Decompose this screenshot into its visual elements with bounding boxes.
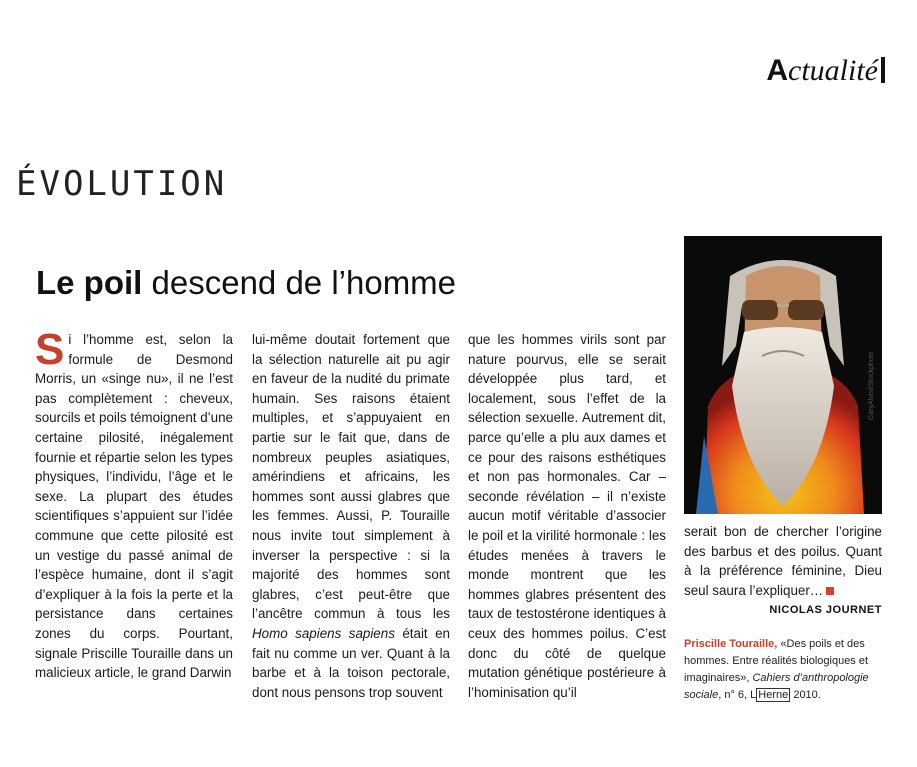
column-2-text: lui-même doutait fortement que la sélection naturelle ait pu agir en faveur de la nudité du primate humain. Ses raisons étaient multiples, et s’appuyaient en partie sur le fait que, dans de nombreux peuples asiatiques, amérindiens et africains, les hommes sont aussi glabres que les femmes. Aussi, P. Touraille nous invite tout simplement à inverser la perspective : si la majorité des hommes sont glabres, c’est peut-être que l’ancêtre commun à tous les xyxy=(252,332,450,622)
bearded-man-photo xyxy=(684,236,882,514)
article-column-1 xyxy=(35,325,233,683)
reference-publisher: Herne xyxy=(758,689,789,701)
reference-journal: Cahiers d’anthropologie sociale xyxy=(684,672,869,701)
reference-title: «Des poils et des hommes. Entre réalités biologiques et imaginaires», xyxy=(684,638,869,684)
reference-publisher-l: L xyxy=(750,689,757,701)
rubric-title xyxy=(766,54,885,88)
reference-year: 2010. xyxy=(790,689,821,701)
drop-cap: S xyxy=(35,325,65,374)
section-title: ÉVOLUTION xyxy=(16,164,228,204)
column-2-text-end: était en fait nu comme un ver. Quant à la barbe et à la toison pectorale, dont nous pensons trop souvent xyxy=(252,625,450,700)
article-column-4 xyxy=(684,522,882,600)
column-3-text: que les hommes virils sont par nature pourvus, elle se serait développée plus tard, et localement, sous l’effet de la sélection sexuelle. Autrement dit, parce qu’elle a plu aux dames et ce pour des raisons esthétiques et non pas hormonales. Car – seconde révélation – il n’existe aucun motif véritable d’associer le poil et la virilité hormonale : les études menées à travers le monde montrent que les hommes glabres présentent des taux de testostérone identiques à ceux des hommes poilus. C’est donc du côté de quelque mutation génétique postérieure à l’hominisation qu’il xyxy=(468,332,666,700)
author-name: NICOLAS JOURNET xyxy=(769,604,882,616)
bibliography-reference xyxy=(684,636,884,704)
article-column-2 xyxy=(252,330,450,702)
reference-issue: , n° 6, xyxy=(718,689,751,701)
article-column-3 xyxy=(468,330,666,702)
reference-author: Priscille Touraille, xyxy=(684,638,778,650)
rubric-initial: A xyxy=(766,54,789,87)
column-2-italic: Homo sapiens sapiens xyxy=(252,625,395,641)
column-1-text: i l’homme est, selon la formule de Desmond Morris, un «singe nu», il ne l’est pas complètement : cheveux, sourcils et poils témoignent d’une certaine pilosité, inégalement fournie et répartie selon les types physiques, l’individu, l’âge et le sexe. La plupart des études scientifiques s’appuient sur l’idée commune que cette pilosité est un vestige du passé animal de l’espèce humaine, dont il s’agit d’expliquer à la fois la perte et la persistance dans certaines zones du corps. Pourtant, signale Priscille Touraille dans un malicieux article, le grand Darwin xyxy=(35,332,233,681)
end-mark xyxy=(826,587,834,595)
photo-credit: GaryAlvis/iStockphoto xyxy=(868,351,875,420)
rubric-bar xyxy=(881,57,885,83)
headline-rest: descend de l’homme xyxy=(151,264,457,301)
headline-bold: Le poil xyxy=(36,264,143,301)
headline xyxy=(36,264,456,302)
rubric-rest: ctualité xyxy=(788,54,878,87)
column-4-text: serait bon de chercher l’origine des barbus et des poilus. Quant à la préférence féminine, Dieu seul saura l’expliquer… xyxy=(684,524,882,598)
